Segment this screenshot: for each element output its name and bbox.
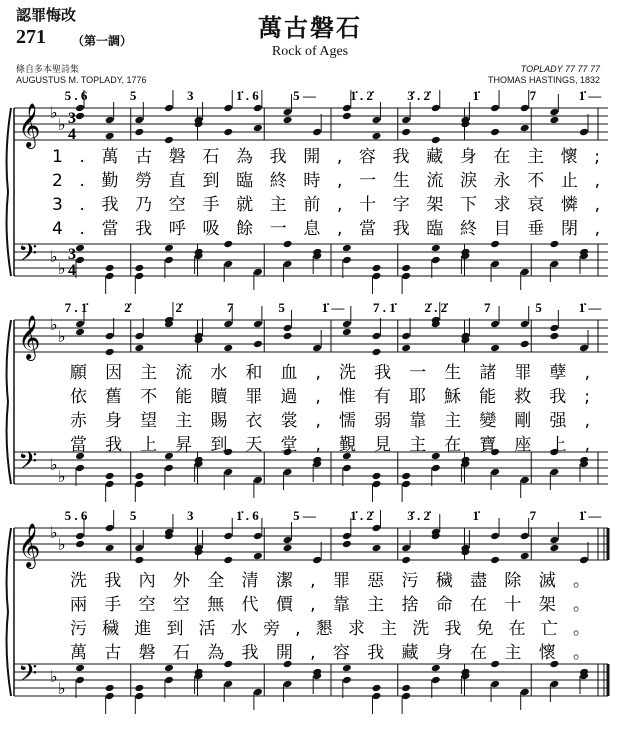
note-head xyxy=(253,340,263,349)
note-head xyxy=(134,128,144,137)
flat-icon: ♭ xyxy=(58,261,66,278)
note-head xyxy=(342,104,352,113)
note-head xyxy=(75,464,85,473)
lyric-line: 依舊不能贖罪過,惟有耶穌能救我; xyxy=(70,387,590,407)
jianpu-number: 2̇ . 2̇ xyxy=(424,300,448,315)
jianpu-number: 7 xyxy=(483,300,491,315)
lyric-line: 3.我乃空手就主前,十字架下求哀憐, xyxy=(52,195,600,215)
time-signature-bottom: 4 xyxy=(68,126,76,143)
note-head xyxy=(401,480,411,489)
note-head xyxy=(283,108,293,117)
note-head xyxy=(75,664,85,673)
note-head xyxy=(134,692,144,701)
lyric-line: 4.當我呼吸餘一息,當我臨終目垂閉, xyxy=(52,219,600,239)
note-head xyxy=(105,472,115,481)
note-head xyxy=(105,684,115,693)
lyric-line: 洗我內外全清潔,罪惡污穢盡除滅。 xyxy=(70,571,590,591)
hymn-title-chinese: 萬古磐石 xyxy=(258,13,362,42)
note-head xyxy=(134,344,144,353)
note-head xyxy=(549,240,559,249)
lyric-line: 願因主流水和血,洗我一生諸罪孽, xyxy=(70,363,590,383)
jianpu-number: 5 xyxy=(129,508,137,523)
flat-icon: ♭ xyxy=(50,249,58,266)
note-head xyxy=(431,676,441,685)
note-head xyxy=(223,260,233,269)
note-head xyxy=(134,544,144,553)
note-head xyxy=(549,260,559,269)
note-head xyxy=(134,480,144,489)
note-head xyxy=(134,556,144,565)
note-head xyxy=(134,116,144,125)
note-head xyxy=(105,692,115,701)
note-head xyxy=(223,344,233,353)
jianpu-number: 5 xyxy=(535,300,542,315)
note-head xyxy=(253,124,263,133)
note-head xyxy=(342,532,352,541)
note-head xyxy=(223,128,233,137)
note-head xyxy=(549,108,559,117)
bass-clef-icon: 𝄢 xyxy=(18,240,38,273)
treble-clef-icon: 𝄞 xyxy=(18,105,41,147)
note-head xyxy=(283,468,293,477)
note-head xyxy=(371,472,381,481)
jianpu-number: 1̇ — xyxy=(578,88,602,103)
note-head xyxy=(371,132,381,141)
note-head xyxy=(253,320,263,329)
flat-icon: ♭ xyxy=(50,669,58,686)
flat-icon: ♭ xyxy=(58,469,66,486)
note-head xyxy=(164,464,174,473)
note-head xyxy=(431,104,441,113)
note-head xyxy=(401,344,411,353)
note-head xyxy=(520,532,530,541)
note-head xyxy=(549,468,559,477)
jianpu-number: 7 . 1̇ xyxy=(373,300,396,315)
note-head xyxy=(164,136,174,145)
note-head xyxy=(75,104,85,113)
note-head xyxy=(223,556,233,565)
bass-clef-icon: 𝄢 xyxy=(18,448,38,481)
note-head xyxy=(134,472,144,481)
jianpu-number: 5 — xyxy=(293,88,316,103)
note-head xyxy=(490,260,500,269)
jianpu-number: 1̇ . 2̇ xyxy=(350,508,373,523)
note-head xyxy=(253,104,263,113)
note-head xyxy=(490,104,500,113)
note-head xyxy=(431,256,441,265)
flat-icon: ♭ xyxy=(58,329,66,346)
lyric-line: 當我上昇到天堂,覲見主在寶座上, xyxy=(70,435,590,455)
jianpu-number: 5 . 6 xyxy=(64,88,88,103)
note-head xyxy=(431,136,441,145)
note-head xyxy=(105,132,115,141)
note-head xyxy=(105,480,115,489)
note-head xyxy=(283,116,293,125)
flat-icon: ♭ xyxy=(50,105,58,122)
jianpu-number: 1̇ — xyxy=(321,300,345,315)
note-head xyxy=(134,332,144,341)
note-head xyxy=(490,660,500,669)
note-head xyxy=(134,264,144,273)
note-head xyxy=(105,348,115,357)
jianpu-number: 2̇ xyxy=(124,300,131,315)
note-head xyxy=(342,244,352,253)
note-head xyxy=(164,256,174,265)
brace xyxy=(7,320,11,484)
note-head xyxy=(520,320,530,329)
note-head xyxy=(401,692,411,701)
lyric-line: 赤身望主賜衣裳,懦弱靠主變剛强, xyxy=(70,411,590,431)
note-head xyxy=(342,676,352,685)
note-head xyxy=(75,112,85,121)
jianpu-number: 1̇ — xyxy=(578,300,602,315)
brace xyxy=(7,108,11,276)
jianpu-number: 7 xyxy=(226,300,234,315)
note-head xyxy=(342,320,352,329)
treble-clef-icon: 𝄞 xyxy=(18,525,41,567)
jianpu-number: 5 . 6 xyxy=(64,508,88,523)
lyric-line: 1.萬古磐石為我開,容我藏身在主懷; xyxy=(52,147,600,167)
note-head xyxy=(75,676,85,685)
note-head xyxy=(490,344,500,353)
flat-icon: ♭ xyxy=(58,537,66,554)
jianpu-number: 5 xyxy=(278,300,285,315)
note-head xyxy=(520,340,530,349)
note-head xyxy=(283,536,293,545)
jianpu-number: 7 . 1̇ xyxy=(64,300,88,315)
note-head xyxy=(342,256,352,265)
jianpu-number: 3 xyxy=(186,508,194,523)
note-head xyxy=(283,324,293,333)
jianpu-number: 1̇ — xyxy=(578,508,602,523)
treble-clef-icon: 𝄞 xyxy=(18,317,41,359)
note-head xyxy=(371,684,381,693)
source-note: 條自多本聖詩集 xyxy=(16,64,80,74)
note-head xyxy=(223,532,233,541)
jianpu-number: 1̇ xyxy=(472,88,480,103)
note-head xyxy=(283,332,293,341)
note-head xyxy=(490,680,500,689)
note-head xyxy=(223,680,233,689)
note-head xyxy=(549,324,559,333)
time-signature-top: 3 xyxy=(68,110,76,127)
jianpu-number: 3̇ . 2̇ xyxy=(407,508,431,523)
note-head xyxy=(164,244,174,253)
note-head xyxy=(490,468,500,477)
jianpu-number: 1̇ . 6 xyxy=(235,88,259,103)
note-head xyxy=(431,464,441,473)
bass-clef-icon: 𝄢 xyxy=(18,660,38,693)
note-head xyxy=(520,476,530,485)
note-head xyxy=(342,328,352,337)
author-credit: AUGUSTUS M. TOPLADY, 1776 xyxy=(16,75,147,85)
note-head xyxy=(401,116,411,125)
note-head xyxy=(520,268,530,277)
jianpu-number: 7 xyxy=(529,508,537,523)
note-head xyxy=(164,452,174,461)
jianpu-number: 7 xyxy=(529,88,537,103)
note-head xyxy=(75,320,85,329)
tune-meter: TOPLADY 77 77 77 xyxy=(520,64,600,74)
jianpu-number: 5 — xyxy=(293,508,316,523)
lyric-line: 2.勤勞直到臨終時,一生流淚永不止, xyxy=(52,171,600,191)
note-head xyxy=(75,532,85,541)
note-head xyxy=(490,556,500,565)
note-head xyxy=(223,468,233,477)
note-head xyxy=(371,264,381,273)
note-head xyxy=(431,244,441,253)
note-head xyxy=(371,544,381,553)
note-head xyxy=(401,264,411,273)
flat-icon: ♭ xyxy=(58,117,66,134)
jianpu-number: 1̇ xyxy=(472,508,480,523)
note-head xyxy=(223,660,233,669)
note-head xyxy=(401,544,411,553)
note-head xyxy=(253,532,263,541)
note-head xyxy=(371,348,381,357)
note-head xyxy=(371,116,381,125)
note-head xyxy=(490,320,500,329)
note-head xyxy=(164,676,174,685)
note-head xyxy=(223,104,233,113)
note-head xyxy=(401,556,411,565)
note-head xyxy=(401,272,411,281)
note-head xyxy=(342,112,352,121)
note-head xyxy=(312,128,322,137)
tune-label: （第一調） xyxy=(72,34,133,48)
note-head xyxy=(579,344,589,353)
jianpu-number: 5 xyxy=(129,88,137,103)
note-head xyxy=(520,688,530,697)
flat-icon: ♭ xyxy=(50,317,58,334)
note-head xyxy=(549,544,559,553)
note-head xyxy=(134,684,144,693)
note-head xyxy=(105,116,115,125)
note-head xyxy=(520,124,530,133)
note-head xyxy=(283,240,293,249)
flat-icon: ♭ xyxy=(58,681,66,698)
note-head xyxy=(312,344,322,353)
note-head xyxy=(312,556,322,565)
composer-credit: THOMAS HASTINGS, 1832 xyxy=(487,75,600,85)
section-heading: 認罪悔改 xyxy=(16,6,77,24)
note-head xyxy=(579,556,589,565)
jianpu-number: 1̇ . 6 xyxy=(235,508,259,523)
note-head xyxy=(371,332,381,341)
note-head xyxy=(490,128,500,137)
hymn-number: 271 xyxy=(16,26,46,48)
lyric-line: 污穢進到活水旁,懇求主洗我免在亡。 xyxy=(70,619,590,639)
note-head xyxy=(75,540,85,549)
time-signature-bottom: 4 xyxy=(68,262,76,279)
note-head xyxy=(490,240,500,249)
note-head xyxy=(549,116,559,125)
note-head xyxy=(342,540,352,549)
lyric-line: 兩手空空無代價,靠主捨命在十架。 xyxy=(70,595,590,615)
note-head xyxy=(520,104,530,113)
brace xyxy=(7,528,11,696)
note-head xyxy=(342,464,352,473)
note-head xyxy=(105,332,115,341)
note-head xyxy=(431,664,441,673)
jianpu-number: 2̇ xyxy=(175,300,183,315)
note-head xyxy=(520,552,530,561)
jianpu-number: 1̇ . 2̇ xyxy=(350,88,373,103)
note-head xyxy=(105,264,115,273)
note-head xyxy=(549,536,559,545)
note-head xyxy=(283,544,293,553)
note-head xyxy=(371,272,381,281)
note-head xyxy=(253,552,263,561)
note-head xyxy=(371,692,381,701)
note-head xyxy=(75,256,85,265)
note-head xyxy=(164,104,174,113)
note-head xyxy=(105,524,115,533)
note-head xyxy=(549,332,559,341)
note-head xyxy=(253,688,263,697)
note-head xyxy=(431,452,441,461)
note-head xyxy=(75,244,85,253)
note-head xyxy=(401,472,411,481)
note-head xyxy=(342,664,352,673)
note-head xyxy=(401,684,411,693)
note-head xyxy=(223,320,233,329)
note-head xyxy=(579,128,589,137)
note-head xyxy=(253,268,263,277)
note-head xyxy=(75,328,85,337)
note-head xyxy=(490,532,500,541)
note-head xyxy=(105,544,115,553)
jianpu-number: 3 xyxy=(186,88,194,103)
note-head xyxy=(283,680,293,689)
hymn-title-english: Rock of Ages xyxy=(271,44,349,59)
note-head xyxy=(164,664,174,673)
lyric-line: 萬古磐石為我開,容我藏身在主懷。 xyxy=(70,643,590,663)
note-head xyxy=(371,524,381,533)
time-signature-top: 3 xyxy=(68,246,76,263)
note-head xyxy=(105,272,115,281)
flat-icon: ♭ xyxy=(50,457,58,474)
note-head xyxy=(223,240,233,249)
note-head xyxy=(401,332,411,341)
note-head xyxy=(283,260,293,269)
note-head xyxy=(134,272,144,281)
flat-icon: ♭ xyxy=(50,525,58,542)
jianpu-number: 3̇ . 2̇ xyxy=(407,88,431,103)
note-head xyxy=(371,480,381,489)
note-head xyxy=(253,476,263,485)
note-head xyxy=(401,128,411,137)
note-head xyxy=(549,680,559,689)
